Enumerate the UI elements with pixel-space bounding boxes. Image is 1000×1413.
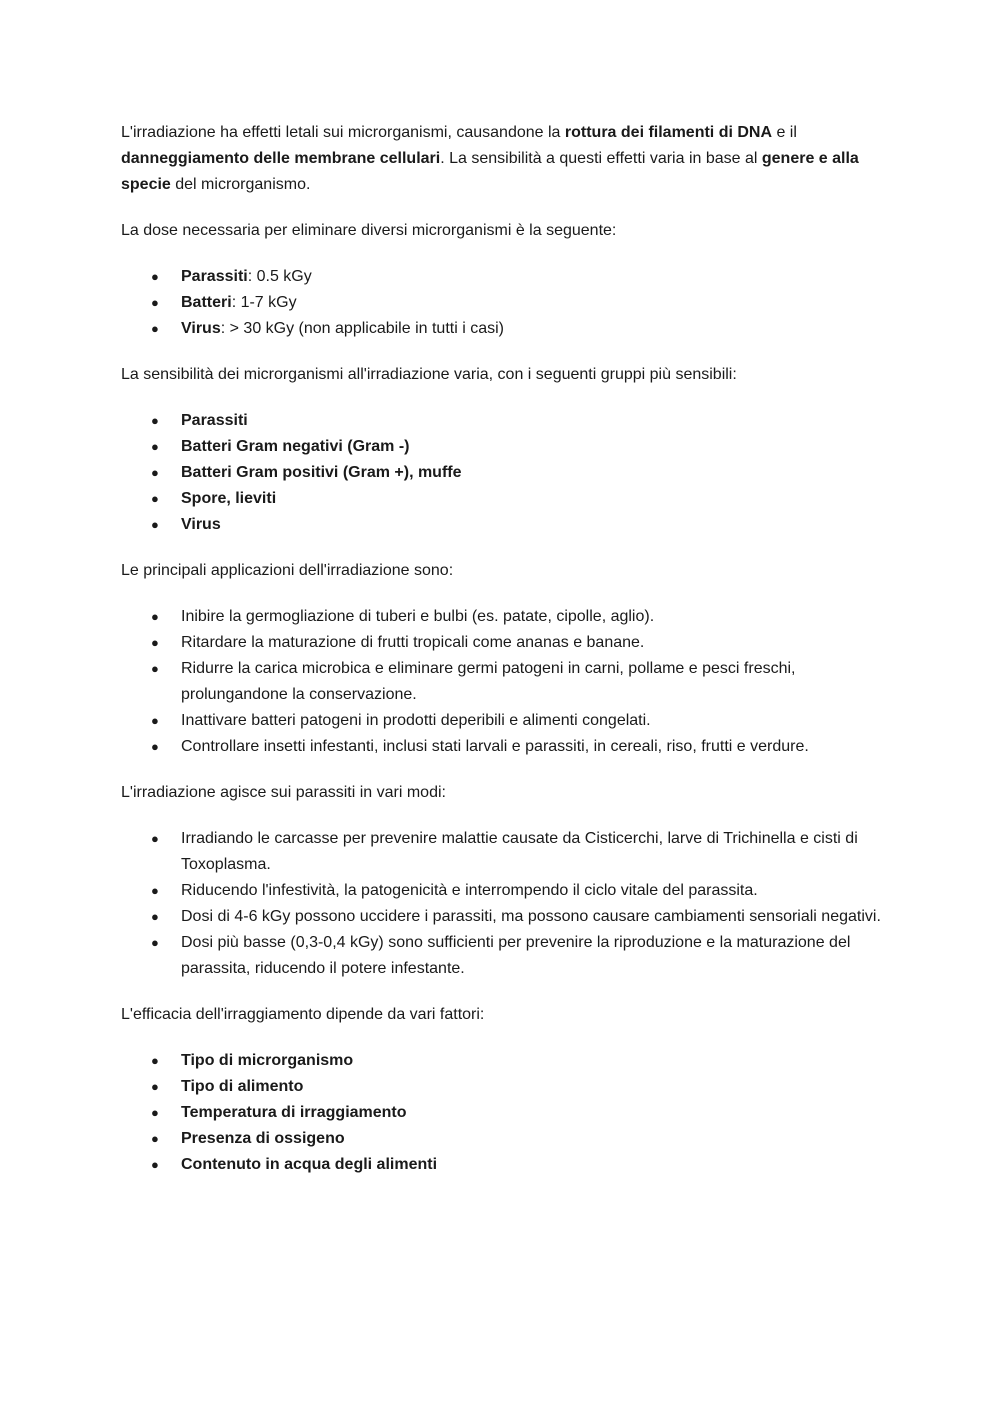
doses-list <box>121 264 891 342</box>
list-item <box>121 1100 891 1126</box>
dose-label: Virus <box>181 320 221 337</box>
list-item: ● Inattivare batteri patogeni in prodotti deperibili e alimenti congelati. <box>121 708 891 734</box>
list-item <box>121 460 891 486</box>
list-item: ● Dosi di 4-6 kGy possono uccidere i parassiti, ma possono causare cambiamenti sensoriali negativi. <box>121 904 891 930</box>
applications-intro: Le principali applicazioni dell'irradiazione sono: <box>121 562 454 579</box>
factor-label: Tipo di alimento <box>181 1078 304 1095</box>
factor-label: Contenuto in acqua degli alimenti <box>181 1156 438 1173</box>
list-item: ● Ridurre la carica microbica e eliminare germi patogeni in carni, pollame e pesci freschi, prolungandone la conservazione. <box>121 656 891 708</box>
intro-bold: genere e alla specie <box>121 150 859 193</box>
parasites-intro: L'irradiazione agisce sui parassiti in vari modi: <box>121 784 446 801</box>
list-item: ● Ritardare la maturazione di frutti tropicali come ananas e banane. <box>121 630 891 656</box>
intro-text: del microrganismo. <box>170 176 311 193</box>
factor-label: Presenza di ossigeno <box>181 1130 345 1147</box>
parasites-list <box>121 826 891 982</box>
factor-label: Temperatura di irraggiamento <box>181 1104 407 1121</box>
doses-intro: La dose necessaria per eliminare diversi microrganismi è la seguente: <box>121 222 617 239</box>
list-item <box>121 1152 891 1178</box>
dose-value: : 0.5 kGy <box>247 268 312 285</box>
list-item <box>121 512 891 538</box>
list-item: ● Irradiando le carcasse per prevenire malattie causate da Cisticerchi, larve di Trichinella e cisti di Toxoplasma. <box>121 826 891 878</box>
sensitivity-list <box>121 408 891 538</box>
list-item <box>121 316 891 342</box>
list-item <box>121 486 891 512</box>
intro-paragraph <box>121 120 891 198</box>
list-item <box>121 1074 891 1100</box>
list-item <box>121 408 891 434</box>
list-item: ● Inibire la germogliazione di tuberi e bulbi (es. patate, cipolle, aglio). <box>121 604 891 630</box>
factor-label: Tipo di microrganismo <box>181 1052 354 1069</box>
list-item <box>121 1126 891 1152</box>
dose-label: Batteri <box>181 294 232 311</box>
sensitivity-group: Batteri Gram positivi (Gram +), muffe <box>181 464 462 481</box>
factors-intro: L'efficacia dell'irraggiamento dipende da vari fattori: <box>121 1006 485 1023</box>
list-item <box>121 264 891 290</box>
intro-bold: rottura dei filamenti di DNA <box>564 124 773 141</box>
sensitivity-group: Parassiti <box>181 412 248 429</box>
list-item <box>121 434 891 460</box>
list-item <box>121 290 891 316</box>
list-item: ● Riducendo l'infestività, la patogenicità e interrompendo il ciclo vitale del parassita. <box>121 878 891 904</box>
list-item: ● Controllare insetti infestanti, inclusi stati larvali e parassiti, in cereali, riso, frutti e verdure. <box>121 734 891 760</box>
intro-text: . La sensibilità a questi effetti varia in base al <box>440 150 762 167</box>
intro-text: L'irradiazione ha effetti letali sui microrganismi, causandone la <box>121 124 565 141</box>
dose-value: : > 30 kGy (non applicabile in tutti i casi) <box>220 320 504 337</box>
list-item: ● Dosi più basse (0,3-0,4 kGy) sono sufficienti per prevenire la riproduzione e la maturazione del parassita, riducendo il potere infestante. <box>121 930 891 982</box>
sensitivity-group: Virus <box>181 516 221 533</box>
document-content <box>121 120 891 1198</box>
sensitivity-intro: La sensibilità dei microrganismi all'irradiazione varia, con i seguenti gruppi più sensibili: <box>121 366 737 383</box>
applications-list <box>121 604 891 760</box>
dose-label: Parassiti <box>181 268 248 285</box>
dose-value: : 1-7 kGy <box>231 294 297 311</box>
list-item <box>121 1048 891 1074</box>
intro-bold: danneggiamento delle membrane cellulari <box>121 150 441 167</box>
sensitivity-group: Spore, lieviti <box>181 490 277 507</box>
factors-list <box>121 1048 891 1178</box>
sensitivity-group: Batteri Gram negativi (Gram -) <box>181 438 410 455</box>
intro-text: e il <box>772 124 797 141</box>
